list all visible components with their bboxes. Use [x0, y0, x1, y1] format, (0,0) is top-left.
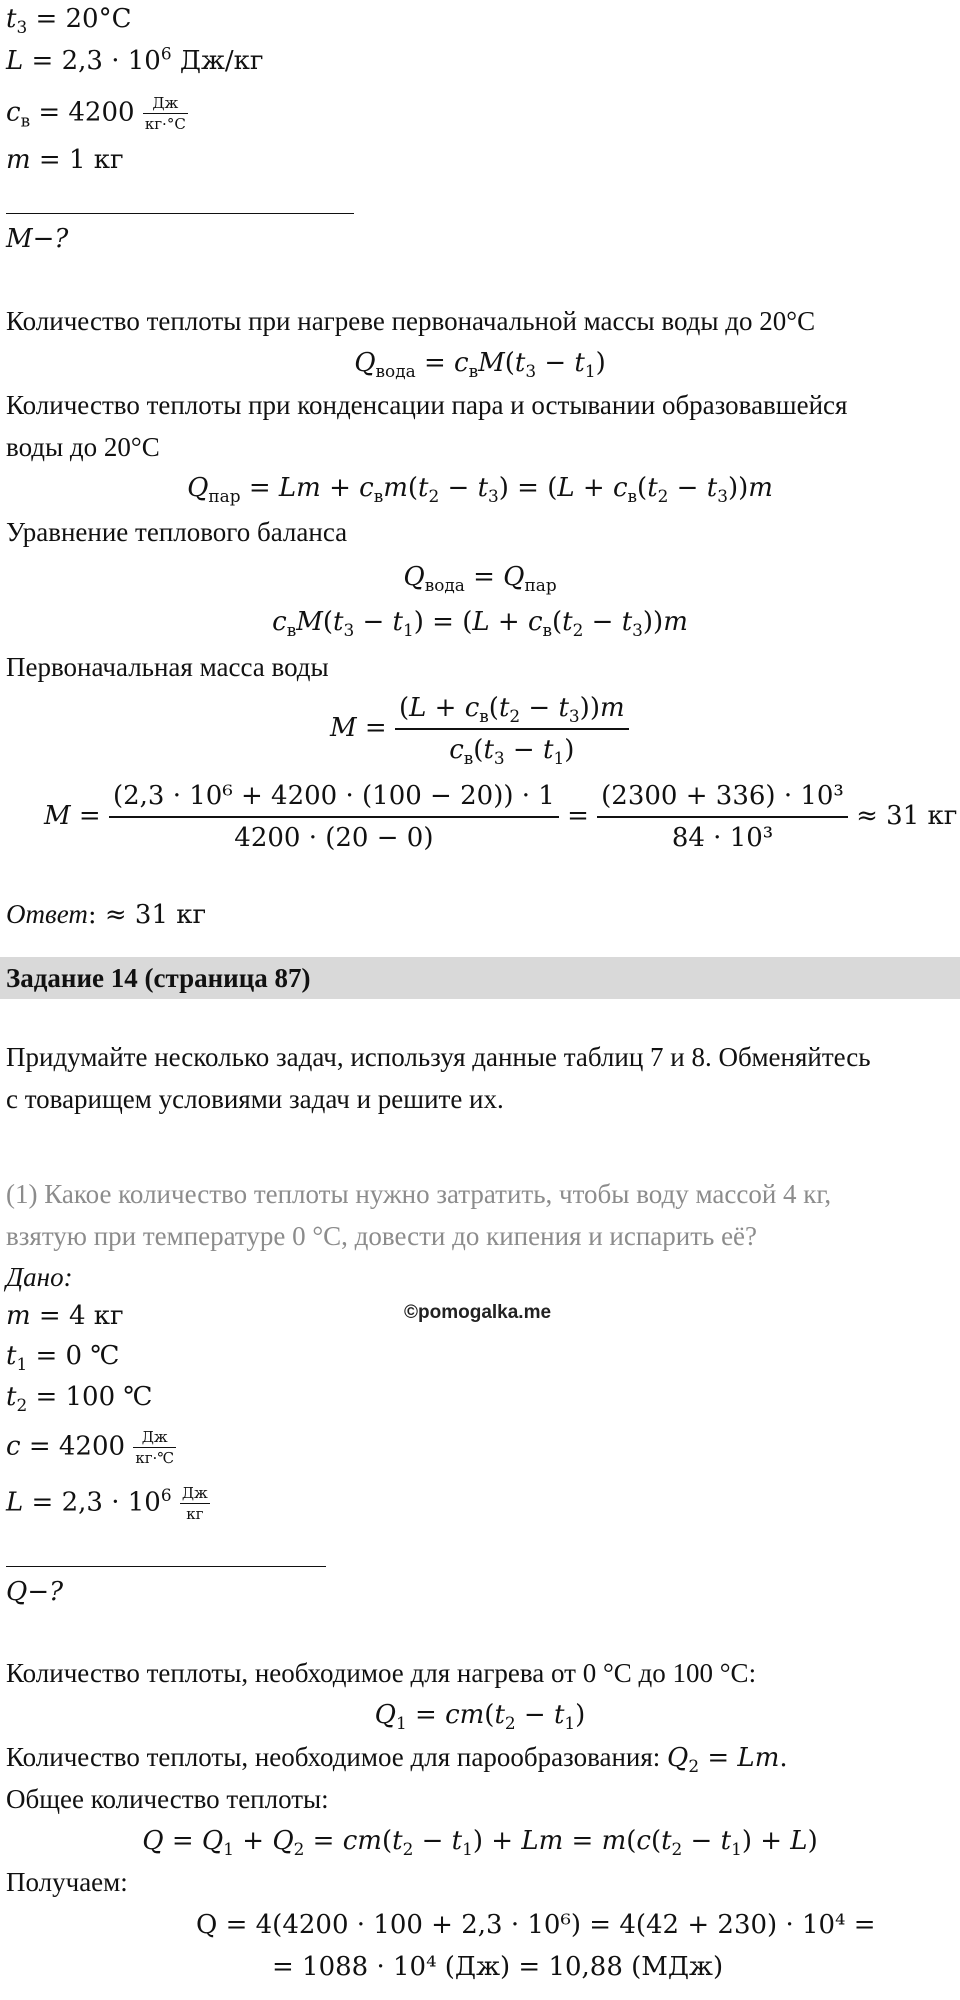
solution2-text-heating: Количество теплоты, необходимое для нагрева от 0 °С до 100 °С: [6, 1658, 757, 1688]
formula-q-steam: $Q_{пар} = Lm + c_вm(t_2 - t_3) = (L + c_в(t_2 - t_3))m$ [187, 473, 773, 506]
solution-text-condensation-2: воды до 20°C [6, 432, 160, 462]
find-M: M−? [6, 224, 69, 254]
solution2-text-result: Получаем: [6, 1867, 128, 1897]
solution-text-balance: Уравнение теплового баланса [6, 517, 348, 547]
given-m: m = 1 кг [6, 145, 124, 175]
find-Q: Q−? [6, 1577, 64, 1607]
given-divider [6, 213, 354, 214]
solution2-text-total: Общее количество теплоты: [6, 1784, 329, 1814]
answer: Ответ: ≈ 31 кг [6, 899, 207, 930]
solution-text-mass: Первоначальная масса воды [6, 652, 329, 682]
problem-text-1: (1) Какое количество теплоты нужно затратить, чтобы воду массой 4 кг, [6, 1179, 832, 1209]
solution-text-heating: Количество теплоты при нагреве первоначальной массы воды до 20°C [6, 306, 816, 336]
formula-q-calc-2: = 1088 · 10⁴ (Дж) = 10,88 (МДж) [272, 1952, 724, 1982]
task-intro-1: Придумайте несколько задач, используя данные таблиц 7 и 8. Обменяйтесь [6, 1042, 871, 1072]
given-c: $c_в = 4200$ $\frac{Дж}{кг\cdot^\circ C}$ [6, 94, 186, 133]
given2-c: c = 4200 $\frac{Дж}{кг\cdot℃}$ [6, 1428, 175, 1467]
task-header-bar [0, 957, 960, 999]
formula-q-total: $Q = Q_1 + Q_2 = cm(t_2 - t_1) + Lm = m(c(t_2 - t_1) + L)$ [142, 1826, 818, 1859]
formula-q-water: $Q_{вода} = c_вM(t_3 - t_1)$ [354, 348, 606, 381]
given2-m: m = 4 кг [6, 1301, 124, 1331]
watermark: ©pomogalka.me [404, 1302, 552, 1323]
formula-q1: $Q_1 = cm(t_2 - t_1)$ [374, 1700, 586, 1733]
problem-text-2: взятую при температуре 0 °С, довести до кипения и испарить её? [6, 1221, 758, 1251]
solution2-text-vaporization: Количество теплоты, необходимое для парообразования: $Q_2 = Lm$. [6, 1742, 788, 1776]
given-L: $L = 2,3 \cdot 10^6$ Дж/кг [6, 43, 264, 76]
given2-L: $L = 2,3 \cdot 10^6$ $\frac{Дж}{кг}$ [6, 1484, 208, 1523]
formula-M: M = $\frac{(L + c_в(t_2 - t_3))m}{c_в(t_3 - t_1)}$ [330, 690, 629, 768]
given2-t2: $t_2 = 100$ ℃ [6, 1382, 153, 1415]
formula-balance-expanded: $c_вM(t_3 - t_1) = (L + c_в(t_2 - t_3))m$ [272, 607, 688, 640]
given-label: Дано: [6, 1262, 73, 1292]
solution-text-condensation: Количество теплоты при конденсации пара и остывании образовавшейся [6, 390, 848, 420]
task-header: Задание 14 (страница 87) [6, 963, 311, 993]
given2-t1: $t_1 = 0$ ℃ [6, 1341, 120, 1374]
formula-q-calc-1: Q = 4(4200 · 100 + 2,3 · 10⁶) = 4(42 + 230) · 10⁴ = [196, 1910, 876, 1940]
given-t3: $t_3 = 20^\circ C$ [6, 4, 132, 37]
formula-balance: $Q_{вода} = Q_{пар}$ [403, 562, 557, 595]
formula-M-calculation: M = $\frac{\text{(2,3 · 10⁶ + 4200 · (100 − 20)) · 1}}{4200 \cdot (20 - 0)}$ = $\frac{\text{(2300 + 336) · 10³}}{\text{84 · 10³}}$ ≈ 31 кг [44, 778, 957, 856]
given2-divider [6, 1566, 326, 1567]
task-intro-2: с товарищем условиями задач и решите их. [6, 1084, 504, 1114]
